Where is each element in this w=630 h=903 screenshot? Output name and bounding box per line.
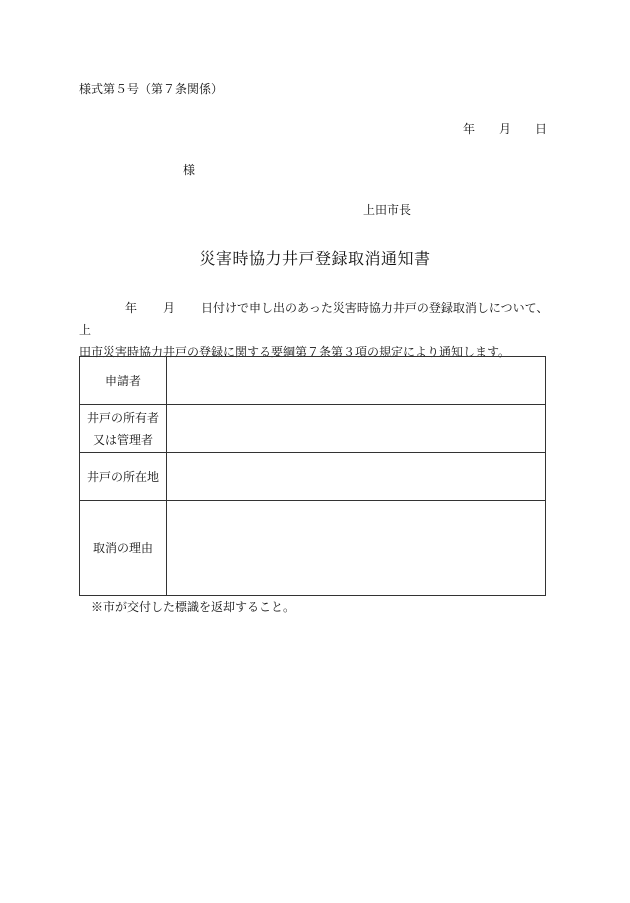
date-line [463,120,547,137]
date-month: 月 [499,122,512,136]
document-title: 災害時協力井戸登録取消通知書 [199,249,431,268]
body-line-2: 田市災害時協力井戸の登録に関する要綱第７条第３項の規定により通知します。 [79,345,511,359]
table-row [80,501,546,596]
applicant-value[interactable] [167,357,546,405]
issuer: 上田市長 [363,203,412,217]
owner-label-line-1: 井戸の所有者 [86,410,159,425]
body-text [79,297,549,363]
well-location-value[interactable] [167,453,546,501]
form-number: 様式第５号（第７条関係） [79,82,224,96]
date-year: 年 [463,122,476,136]
info-table [79,356,546,596]
applicant-label: 申請者 [80,357,167,405]
table-row [80,357,546,405]
table-row [80,405,546,453]
owner-label-line-2: 又は管理者 [92,432,153,447]
date-day: 日 [535,122,548,136]
cancel-reason-value[interactable] [167,501,546,596]
addressee-suffix: 様 [183,163,196,177]
body-month: 月 [163,301,176,315]
owner-label [80,405,167,453]
well-location-label: 井戸の所在地 [80,453,167,501]
body-year: 年 [125,301,138,315]
owner-value[interactable] [167,405,546,453]
body-line-1-text: 日付けで申し出のあった災害時協力井戸の登録取消しについて、上 [79,301,549,337]
body-line-1 [79,297,549,341]
note: ※市が交付した標識を返却すること。 [91,600,296,614]
cancel-reason-label: 取消の理由 [80,501,167,596]
table-row [80,453,546,501]
